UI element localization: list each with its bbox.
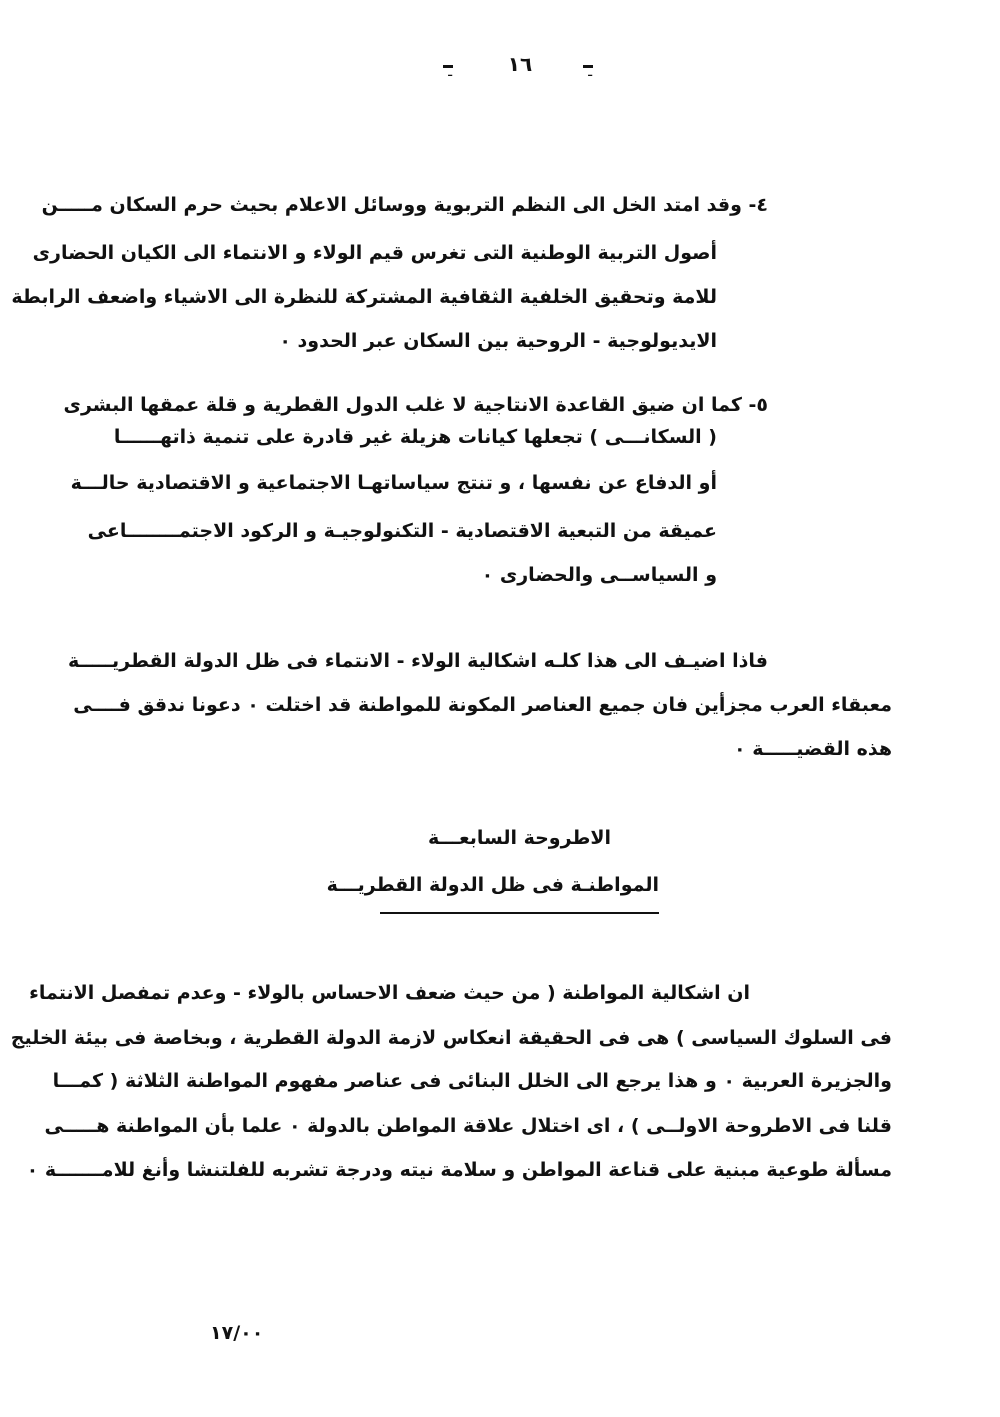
footer-page-number: ١٧/٠٠ xyxy=(210,1322,264,1344)
section-5-line-3: أو الدفاع عن نفسها ، و تنتج سياساتهـا الاجتماعية و الاقتصادية حالـــة xyxy=(70,472,717,494)
title-underline xyxy=(380,912,659,914)
section-title-line-1: الاطروحة السابعـــة xyxy=(428,827,611,849)
final-line-1: ان اشكالية المواطنة ( من حيث ضعف الاحساس بالولاء - وعدم تمفصل الانتماء xyxy=(29,982,750,1004)
section-4-line-2: أصول التربية الوطنية التى تغرس قيم الولاء و الانتماء الى الكيان الحضارى xyxy=(32,242,717,264)
section-5-line-1: ٥- كما ان ضيق القاعدة الانتاجية لا غلب الدول القطرية و قلة عمقها البشرى xyxy=(63,394,768,416)
section-5-line-2: ( السكانـــى ) تجعلها كيانات هزيلة غير قادرة على تنمية ذاتهــــــا xyxy=(113,426,717,448)
conclusion-line-1: فاذا اضيـف الى هذا كلـه اشكالية الولاء - الانتماء فى ظل الدولة القطريـــــة xyxy=(68,650,768,672)
final-line-2: فى السلوك السياسى ) هى فى الحقيقة انعكاس لازمة الدولة القطرية ، وبخاصة فى بيئة الخليج xyxy=(10,1027,892,1049)
section-4-line-4: الايديولوجية - الروحية بين السكان عبر الحدود ٠ xyxy=(279,330,717,352)
section-5-line-5: و السياســى والحضارى ٠ xyxy=(481,564,717,586)
header-dash-left: - xyxy=(443,65,453,68)
section-title-line-2: المواطنـة فى ظل الدولة القطريـــة xyxy=(326,874,659,896)
section-4-line-3: للامة وتحقيق الخلفية الثقافية المشتركة للنظرة الى الاشياء واضعف الرابطة xyxy=(11,286,717,308)
page-header xyxy=(0,48,1000,88)
final-line-3: والجزيرة العربية ٠ و هذا يرجع الى الخلل البنائى فى عناصر مفهوم المواطنة الثلاثة ( كمـــا xyxy=(52,1070,892,1092)
conclusion-line-3: هذه القضيـــــة ٠ xyxy=(734,738,892,760)
conclusion-line-2: معبقاء العرب مجزأين فان جميع العناصر المكونة للمواطنة قد اختلت ٠ دعونا ندقق فــــى xyxy=(73,694,892,716)
page-number: ١٦ xyxy=(507,52,533,76)
section-5-line-4: عميقة من التبعية الاقتصادية - التكنولوجيـة و الركود الاجتمــــــــاعى xyxy=(87,520,717,542)
header-dash-right: - xyxy=(583,65,593,68)
final-line-4: قلنا فى الاطروحة الاولــى ) ، اى اختلال علاقة المواطن بالدولة ٠ علما بأن المواطنة هـــــى xyxy=(44,1115,892,1137)
section-4-line-1: ٤- وقد امتد الخل الى النظم التربوية ووسائل الاعلام بحيث حرم السكان مـــــن xyxy=(41,194,768,216)
final-line-5: مسألة طوعية مبنية على قناعة المواطن و سلامة نيته ودرجة تشربه للفلتنشا وأنغ للامـــــــة ٠ xyxy=(26,1159,892,1181)
